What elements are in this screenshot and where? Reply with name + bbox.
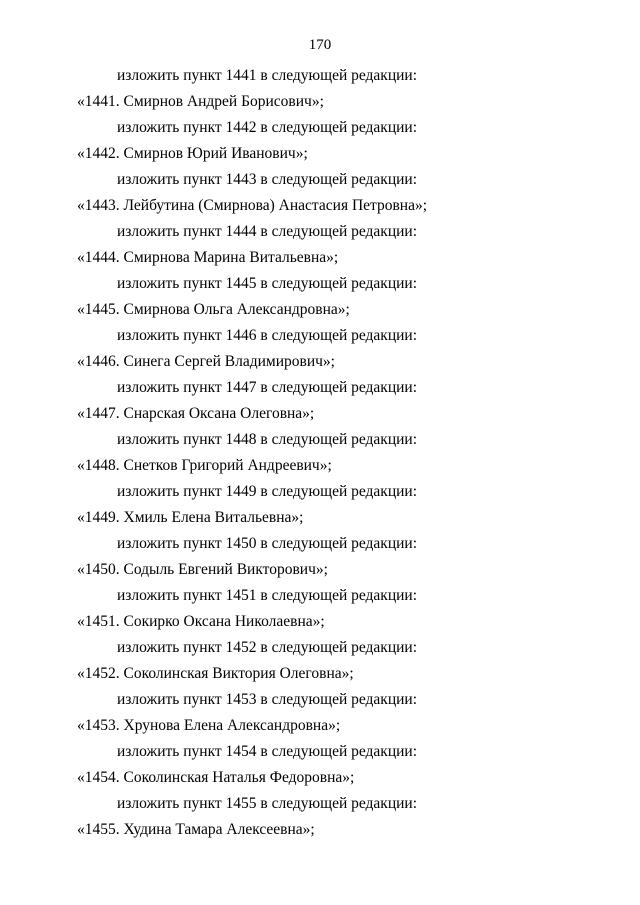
amended-entry: «1446. Синега Сергей Владимирович»; [77,353,335,370]
page-number: 170 [308,37,332,53]
amendment-instruction: изложить пункт 1449 в следующей редакции: [117,483,418,500]
document-body [0,63,640,843]
amended-entry: «1454. Соколинская Наталья Федоровна»; [77,769,355,786]
amendment-instruction: изложить пункт 1446 в следующей редакции: [117,327,418,344]
amended-entry: «1441. Смирнов Андрей Борисович»; [77,93,324,110]
amended-entry: «1452. Соколинская Виктория Олеговна»; [77,665,354,682]
amended-entry: «1447. Снарская Оксана Олеговна»; [77,405,315,422]
amended-entry: «1451. Сокирко Оксана Николаевна»; [77,613,325,630]
amendment-instruction: изложить пункт 1455 в следующей редакции: [117,795,418,812]
amendment-instruction: изложить пункт 1448 в следующей редакции: [117,431,418,448]
amended-entry: «1448. Снетков Григорий Андреевич»; [77,457,332,474]
amended-entry: «1455. Худина Тамара Алексеевна»; [77,821,315,838]
amendment-instruction: изложить пункт 1442 в следующей редакции: [117,119,418,136]
amendment-instruction: изложить пункт 1450 в следующей редакции: [117,535,418,552]
amendment-instruction: изложить пункт 1445 в следующей редакции: [117,275,418,292]
amendment-instruction: изложить пункт 1453 в следующей редакции: [117,691,418,708]
amendment-instruction: изложить пункт 1447 в следующей редакции: [117,379,418,396]
amended-entry: «1445. Смирнова Ольга Александровна»; [77,301,350,318]
amended-entry: «1442. Смирнов Юрий Иванович»; [77,145,308,162]
amendment-instruction: изложить пункт 1452 в следующей редакции: [117,639,418,656]
amendment-instruction: изложить пункт 1451 в следующей редакции: [117,587,418,604]
amended-entry: «1450. Содыль Евгений Викторович»; [77,561,328,578]
amended-entry: «1443. Лейбутина (Смирнова) Анастасия Петровна»; [77,197,428,214]
amendment-instruction: изложить пункт 1441 в следующей редакции: [117,67,418,84]
amended-entry: «1453. Хрунова Елена Александровна»; [77,717,341,734]
amendment-instruction: изложить пункт 1454 в следующей редакции: [117,743,418,760]
amendment-instruction: изложить пункт 1444 в следующей редакции: [117,223,418,240]
amended-entry: «1444. Смирнова Марина Витальевна»; [77,249,339,266]
amended-entry: «1449. Хмиль Елена Витальевна»; [77,509,304,526]
amendment-instruction: изложить пункт 1443 в следующей редакции: [117,171,418,188]
